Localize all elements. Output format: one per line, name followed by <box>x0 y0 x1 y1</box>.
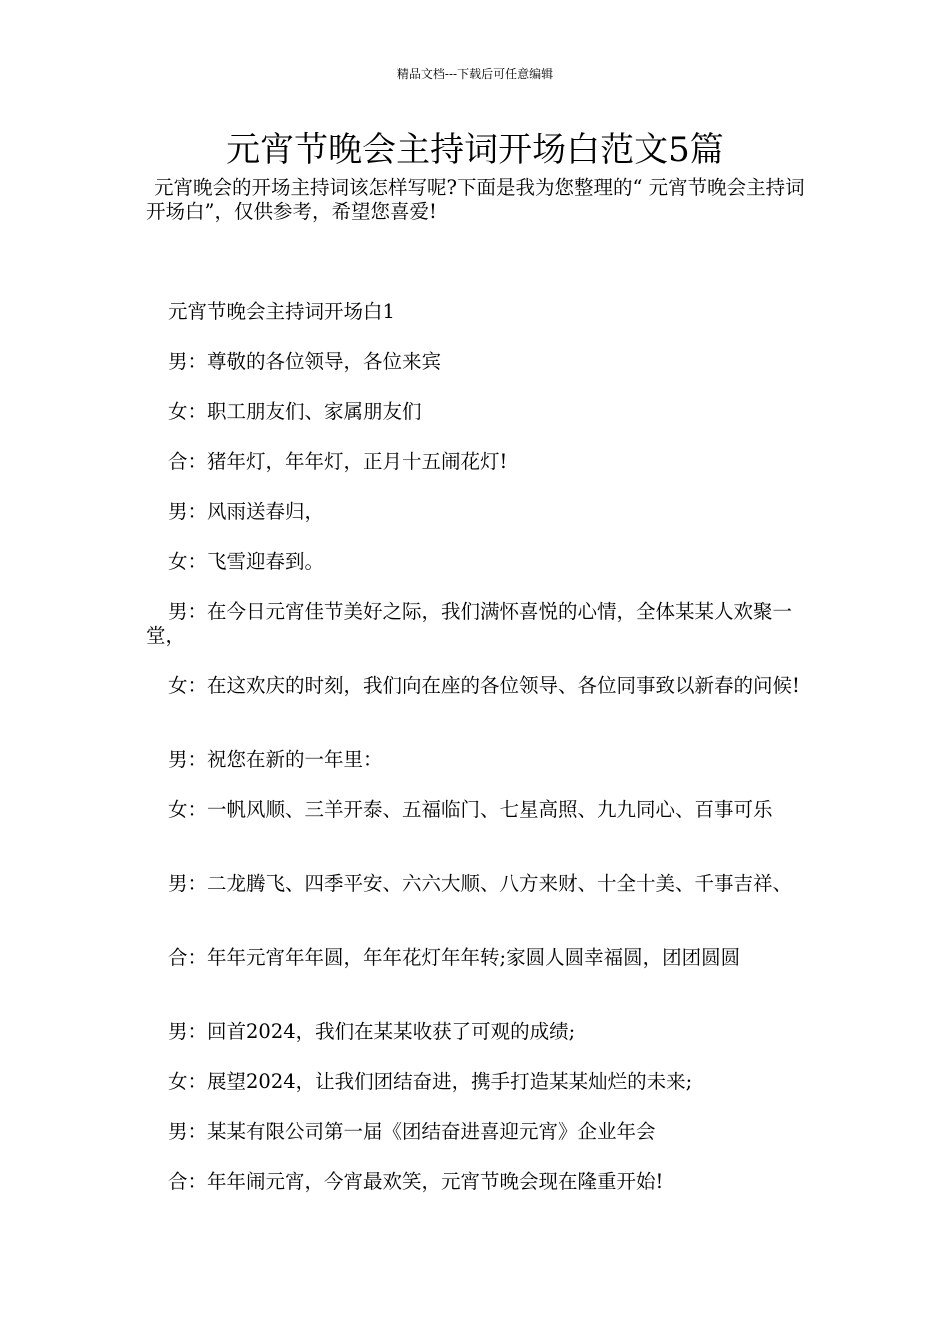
dialogue-line: 男：在今日元宵佳节美好之际，我们满怀喜悦的心情，全体某某人欢聚一堂， <box>146 600 793 647</box>
dialogue-line: 男：尊敬的各位领导，各位来宾 <box>168 350 442 373</box>
section-heading: 元宵节晚会主持词开场白1 <box>168 300 395 323</box>
dialogue-line: 女：在这欢庆的时刻，我们向在座的各位领导、各位同事致以新春的问候! <box>168 674 800 697</box>
dialogue-line: 男：风雨送春归， <box>168 500 325 523</box>
header-note: 精品文档---下载后可任意编辑 <box>396 67 554 81</box>
dialogue-line: 合：年年闹元宵，今宵最欢笑，元宵节晚会现在隆重开始! <box>168 1170 664 1193</box>
intro-paragraph: 元宵晚会的开场主持词该怎样写呢?下面是我为您整理的“ 元宵节晚会主持词开场白”，仅供参考，希望您喜爱! <box>146 176 805 223</box>
dialogue-line: 合：猪年灯，年年灯，正月十五闹花灯! <box>168 450 508 473</box>
dialogue-line: 女：展望2024，让我们团结奋进，携手打造某某灿烂的未来; <box>168 1070 693 1093</box>
dialogue-line: 男：回首2024，我们在某某收获了可观的成绩; <box>168 1020 576 1043</box>
dialogue-line: 男：二龙腾飞、四季平安、六六大顺、八方来财、十全十美、千事吉祥、 <box>168 872 793 895</box>
page-title: 元宵节晚会主持词开场白范文5篇 <box>226 130 724 170</box>
dialogue-line: 女：职工朋友们、家属朋友们 <box>168 400 422 423</box>
dialogue-line: 男：祝您在新的一年里： <box>168 748 383 771</box>
dialogue-line: 女：一帆风顺、三羊开泰、五福临门、七星高照、九九同心、百事可乐 <box>168 798 773 821</box>
dialogue-line: 合：年年元宵年年圆，年年花灯年年转;家圆人圆幸福圆，团团圆圆 <box>168 946 741 969</box>
dialogue-line: 男：某某有限公司第一届《团结奋进喜迎元宵》企业年会 <box>168 1120 656 1143</box>
dialogue-line: 女：飞雪迎春到。 <box>168 550 325 573</box>
